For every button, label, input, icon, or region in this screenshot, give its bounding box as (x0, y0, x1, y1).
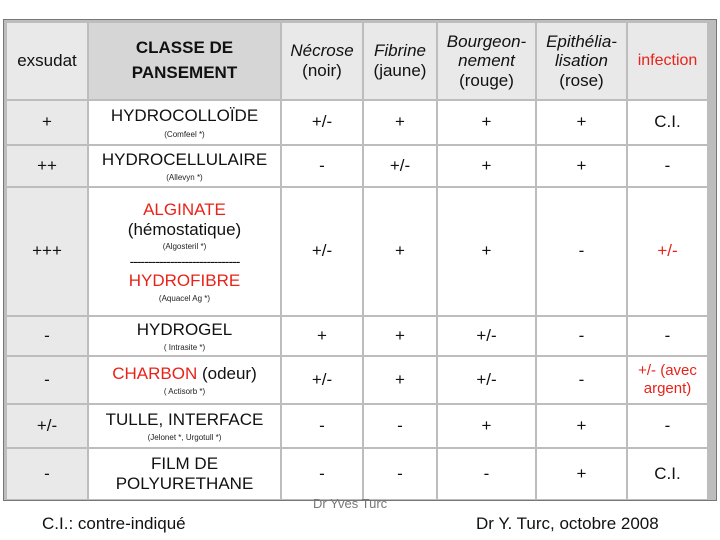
dressing-brand: ( Actisorb *) (163, 387, 206, 397)
dressing-table (5, 21, 709, 501)
infection-value: +/- (avec argent) (638, 361, 697, 397)
necrose-value: - (319, 415, 325, 435)
dressing-name: HYDROCOLLOÏDE (110, 106, 259, 126)
dressing-brand-2: (Aquacel Ag *) (158, 293, 211, 303)
header-fibrine: Fibrine (jaune) (364, 23, 436, 99)
table-row (7, 101, 707, 144)
dressing-brand: (Allevyn *) (166, 173, 203, 183)
fibrine-value: +/- (389, 155, 411, 175)
dressing-name: HYDROCELLULAIRE (101, 149, 268, 169)
author-watermark: Dr Yves Turc (313, 496, 388, 511)
necrose-value: - (319, 155, 325, 175)
exsudat-value: + (42, 112, 52, 132)
necrose-value: +/- (311, 369, 333, 389)
dressing-name: TULLE, INTERFACE (105, 409, 264, 429)
epith-value: + (576, 463, 587, 483)
exsudat-value: ++ (37, 155, 57, 175)
fibrine-value: + (395, 112, 405, 132)
epith-value: + (576, 415, 587, 435)
fibrine-value: + (395, 241, 405, 261)
bourgeon-value: +/- (476, 369, 497, 389)
necrose-value: + (317, 325, 327, 345)
dressing-name-2: HYDROFIBRE (128, 271, 241, 291)
table-row (7, 449, 707, 499)
fibrine-value: - (397, 463, 403, 483)
table-row (7, 188, 707, 315)
header-epithelialisation: Epithélia- lisation (rose) (537, 23, 626, 99)
fibrine-value: + (395, 325, 405, 345)
dressing-name: FILM DE (150, 454, 219, 474)
header-row (7, 23, 707, 99)
infection-value: - (664, 415, 671, 435)
exsudat-value: +/- (36, 415, 58, 435)
infection-value: C.I. (654, 112, 681, 132)
infection-value: +/- (657, 241, 678, 261)
header-exsudat: exsudat (7, 23, 87, 99)
table-row (7, 317, 707, 355)
header-infection: infection (628, 23, 707, 99)
divider: ------------------------------ (129, 254, 240, 269)
dressing-brand: (Comfeel *) (164, 129, 205, 139)
dressing-name: ALGINATE (143, 199, 226, 219)
exsudat-value: - (44, 369, 50, 389)
bourgeon-value: - (483, 463, 490, 483)
exsudat-value: - (44, 463, 50, 483)
infection-value: C.I. (654, 463, 681, 483)
epith-value: + (576, 155, 587, 175)
infection-value: - (664, 155, 671, 175)
dressing-brand: (Algosteril *) (162, 242, 207, 252)
necrose-value: +/- (311, 241, 333, 261)
epith-value: - (578, 369, 585, 389)
fibrine-value: + (395, 369, 405, 389)
dressing-name: HYDROGEL (136, 319, 233, 339)
header-necrose: Nécrose (noir) (282, 23, 362, 99)
table-row (7, 357, 707, 403)
bourgeon-value: + (481, 112, 492, 132)
dressing-name-suffix: (odeur) (197, 363, 257, 383)
necrose-value: - (319, 463, 325, 483)
dressing-brand: (Jelonet *, Urgotull *) (147, 433, 222, 443)
fibrine-value: - (397, 415, 403, 435)
infection-value: - (664, 325, 671, 345)
dressing-brand: ( Intrasite *) (163, 343, 206, 353)
dressing-name: CHARBON (112, 363, 198, 383)
epith-value: + (576, 112, 587, 132)
bourgeon-value: + (481, 155, 492, 175)
table-row (7, 146, 707, 186)
header-bourgeonnement: Bourgeon- nement (rouge) (438, 23, 535, 99)
epith-value: - (578, 325, 585, 345)
footer-credit: Dr Y. Turc, octobre 2008 (476, 514, 659, 533)
header-classe: CLASSE DE PANSEMENT (89, 23, 280, 99)
epith-value: - (578, 241, 585, 261)
exsudat-value: - (44, 325, 50, 345)
bourgeon-value: + (481, 241, 492, 261)
dressing-name-2: POLYURETHANE (115, 474, 254, 493)
footer-legend: C.I.: contre-indiqué (42, 514, 186, 533)
dressing-subtitle: (hémostatique) (127, 219, 242, 239)
table-row (7, 405, 707, 447)
bourgeon-value: +/- (476, 325, 497, 345)
exsudat-value: +++ (32, 241, 62, 261)
bourgeon-value: + (481, 415, 492, 435)
necrose-value: +/- (311, 112, 333, 132)
